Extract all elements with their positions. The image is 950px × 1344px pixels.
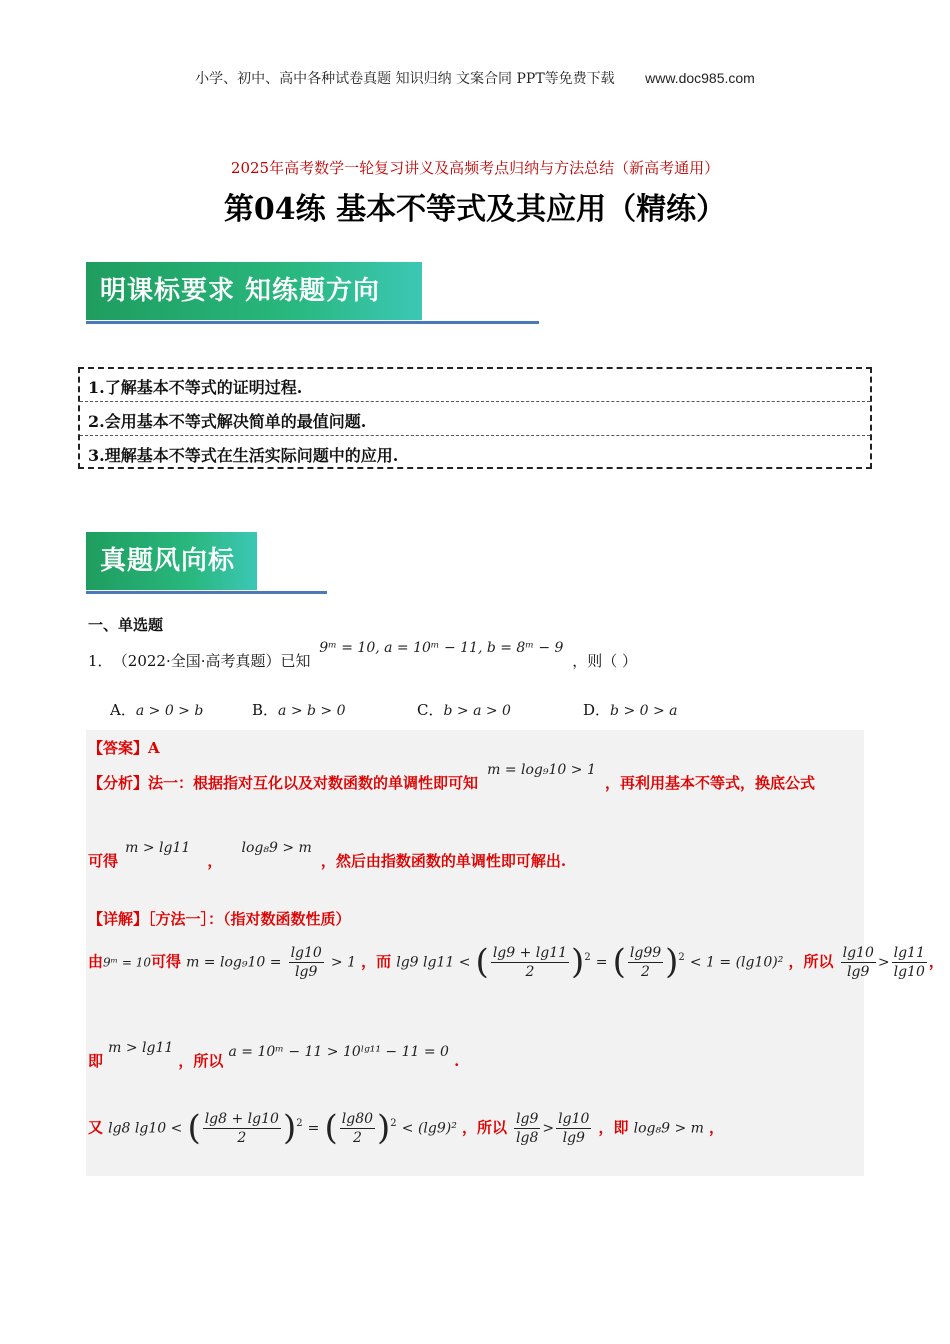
site-header: [0, 68, 950, 88]
detail-formula: < (lg9)²: [401, 1120, 457, 1137]
doc-title: 第04练 基本不等式及其应用（精练）: [223, 192, 727, 227]
question-formula: 9ᵐ = 10, a = 10ᵐ − 11, b = 8ᵐ − 9: [319, 640, 564, 656]
answer-label: 【答案】A: [88, 739, 160, 757]
detail-text: ，所以: [178, 1052, 224, 1070]
question-tail: ，则（ ）: [572, 652, 638, 670]
header-text: 小学、初中、高中各种试卷真题 知识归纳 文案合同 PPT等免费下载: [195, 71, 615, 87]
fraction-denominator: 2: [525, 963, 535, 980]
detail-text: 又: [88, 1118, 104, 1137]
section2-underline: [86, 591, 327, 594]
divider: [80, 435, 870, 436]
option-label: C．: [417, 701, 444, 719]
detail-formula: m = log₉10 =: [186, 954, 282, 971]
detail-text: ，即: [598, 1118, 629, 1137]
analysis-text: ，再利用基本不等式，换底公式: [604, 774, 815, 792]
fraction-numerator: lg9: [516, 1110, 539, 1127]
detail-line-2: [88, 1040, 460, 1071]
fraction-numerator: lg9 + lg11: [492, 944, 568, 961]
requirement-item: 2.会用基本不等式解决简单的最值问题.: [88, 412, 367, 431]
analysis-formula: m = log₉10 > 1: [487, 762, 596, 778]
divider: [80, 401, 870, 402]
section2-banner: [86, 532, 257, 590]
header-url[interactable]: www.doc985.com: [645, 70, 755, 86]
detail-line-3: 又 lg8 lg10 < ( $\frac{\lg 8 + \lg 10}{2}$ )$^2$ = ( $\frac{\lg 80}{2}$ )$^2$ < (lg9)² ，所以 $\frac{\lg 9}{\lg 8}$ > $\frac{\lg 10}{\lg 9}$ ，即 log₈9 > m ，: [88, 1108, 725, 1148]
detail-text: ，而: [361, 952, 392, 971]
detail-formula: m > lg11: [108, 1040, 174, 1056]
option-expr: a > 0 > b: [135, 703, 204, 719]
detail-text: 可得: [150, 952, 181, 971]
analysis-formula: log₈9 > m: [241, 840, 312, 856]
analysis-text: ，然后由指数函数的单调性即可解出.: [320, 852, 567, 870]
detail-formula: > 1: [330, 954, 357, 971]
fraction-numerator: lg10: [290, 944, 322, 961]
question-source: （2022·全国·高考真题）已知: [112, 652, 311, 670]
fraction-denominator: lg10: [893, 963, 925, 980]
detail-text: ，所以: [461, 1118, 507, 1137]
detail-formula: log₈9 > m: [633, 1120, 704, 1137]
analysis-text: 【分析】法一：根据指对互化以及对数函数的单调性即可知: [88, 774, 479, 792]
detail-text: ，所以: [788, 952, 834, 971]
detail-line-1: 由9ᵐ = 10可得 m = log₉10 = $\frac{\lg 10}{\lg 9}$ > 1 ，而 lg9 lg11 < ( $\frac{\lg 9 + \lg 11}{2}$ )$^2$ = ( $\frac{\lg 99}{2}$ )$^2$ < 1 = (lg10)² ，所以 $\frac{\lg 10}{\lg 9}$ > $\frac{\lg 11}{\lg 10}$ ，: [88, 942, 944, 982]
fraction-denominator: 2: [237, 1129, 247, 1146]
detail-text: ，: [709, 1118, 725, 1137]
fraction-numerator: lg8 + lg10: [204, 1110, 279, 1127]
requirement-item: 1.了解基本不等式的证明过程.: [88, 378, 303, 397]
fraction-denominator: lg9: [847, 963, 870, 980]
detail-formula: a = 10ᵐ − 11 > 10ˡᵍ¹¹ − 11 = 0: [228, 1044, 449, 1060]
question-category: 一、单选题: [88, 616, 164, 634]
fraction-denominator: lg8: [516, 1129, 539, 1146]
option-label: B．: [252, 701, 279, 719]
option-label: A．: [110, 701, 136, 719]
detail-formula: 9ᵐ = 10: [103, 955, 151, 970]
section2-banner-label: 真题风向标: [86, 532, 257, 590]
option-d[interactable]: [583, 699, 678, 720]
section1-banner-label: 明课标要求 知练题方向: [86, 262, 422, 320]
detail-text: 即: [88, 1052, 104, 1070]
question-number: 1．: [88, 652, 113, 670]
option-expr: b > 0 > a: [610, 703, 678, 719]
analysis-text: 可得: [88, 852, 119, 870]
analysis-line-2: [88, 840, 567, 871]
fraction-numerator: lg10: [558, 1110, 590, 1127]
option-a[interactable]: [110, 699, 203, 720]
fraction-numerator: lg11: [893, 944, 925, 961]
detail-formula: lg8 lg10 <: [108, 1120, 183, 1137]
requirements-box: [78, 367, 872, 469]
fraction-denominator: 2: [641, 963, 650, 980]
fraction-numerator: lg10: [842, 944, 874, 961]
option-c[interactable]: [417, 699, 511, 720]
analysis-formula: m > lg11: [125, 840, 191, 856]
option-b[interactable]: [252, 699, 346, 720]
detail-text: 由: [88, 952, 104, 971]
question-1: [88, 640, 638, 671]
detail-formula: < 1 = (lg10)²: [689, 954, 784, 971]
fraction-denominator: 2: [352, 1129, 362, 1146]
fraction-denominator: lg9: [562, 1129, 585, 1146]
analysis-text: ，: [207, 852, 223, 870]
fraction-denominator: lg9: [295, 963, 318, 980]
fraction-numerator: lg99: [629, 944, 662, 961]
section1-banner: [86, 262, 422, 320]
section1-underline: [86, 321, 539, 324]
detail-formula: lg9 lg11 <: [396, 954, 471, 971]
doc-subtitle: 2025年高考数学一轮复习讲义及高频考点归纳与方法总结（新高考通用）: [230, 159, 720, 177]
detail-label: 【详解】［方法一］：（指对数函数性质）: [88, 910, 351, 928]
requirement-item: 3.理解基本不等式在生活实际问题中的应用.: [88, 446, 399, 465]
option-expr: b > a > 0: [443, 703, 511, 719]
fraction-numerator: lg80: [341, 1110, 374, 1127]
detail-text: .: [454, 1052, 460, 1070]
analysis-line-1: [88, 762, 815, 793]
detail-text: ，: [928, 952, 944, 971]
option-label: D．: [583, 701, 611, 719]
option-expr: a > b > 0: [278, 703, 346, 719]
